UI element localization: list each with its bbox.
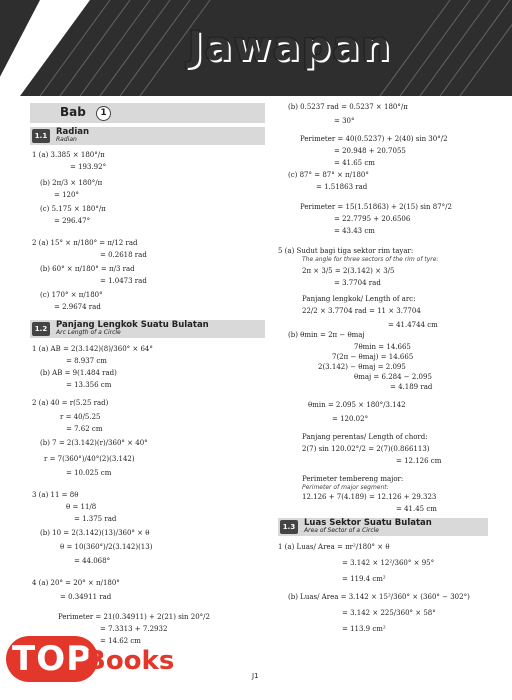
answer-line: θ = 10(360°)/2(3.142)(13) (60, 543, 153, 551)
answer-line: 1 (a) Luas/ Area = πr²/180° × θ (278, 543, 390, 551)
answer-line: 5 (a) Sudut bagi tiga sektor rim tayar: (278, 247, 414, 255)
section-title: Radian (56, 127, 90, 137)
chapter-header (30, 103, 265, 123)
answer-line: 2π × 3/5 = 2(3.142) × 3/5 (302, 267, 395, 275)
answer-line: (b) AB = 9(1.484 rad) (40, 369, 117, 377)
answer-line: = 10.025 cm (66, 469, 112, 477)
answer-line: = 8.937 cm (66, 357, 107, 365)
answer-line: r = 7(360°)/40°(2)(3.142) (44, 455, 135, 463)
answer-line: = 22.7795 + 20.6506 (334, 215, 411, 223)
page-title: Jawapan (188, 24, 392, 70)
answer-line: = 13.356 cm (66, 381, 112, 389)
answer-line: 1 (a) 3.385 × 180°/π (32, 151, 105, 159)
answer-line: 7(2π − θmaj) = 14.665 (332, 353, 414, 361)
answer-line: = 43.43 cm (334, 227, 375, 235)
answer-line: = 120.02° (332, 415, 369, 423)
answer-line: 2(3.142) − θmaj = 2.095 (318, 363, 406, 371)
answer-line: (b) 10 = 2(3.142)(13)/360° × θ (40, 529, 150, 537)
answer-line: = 14.62 cm (100, 637, 141, 645)
answer-line: = 3.142 × 12²/360° × 95° (342, 559, 435, 567)
section-subtitle: Radian (56, 136, 77, 143)
answer-line: = 44.068° (74, 557, 111, 565)
answer-line: = 0.34911 rad (60, 593, 112, 601)
answer-line: r = 40/5.25 (60, 413, 101, 421)
answer-line: 12.126 + 7(4.189) = 12.126 + 29.323 (302, 493, 437, 501)
answer-line: 2 (a) 15° × π/180° = π/12 rad (32, 239, 138, 247)
section-badge: 1.2 (32, 322, 50, 336)
section-badge: 1.1 (32, 129, 50, 143)
answer-line: = 1.51863 rad (316, 183, 368, 191)
section-subtitle: Area of Sector of a Circle (304, 527, 379, 534)
logo-top-text: TOP (6, 636, 98, 682)
answer-line: (b) 2π/3 × 180°/π (40, 179, 103, 187)
answer-line: (b) 60° × π/180° = π/3 rad (40, 265, 135, 273)
answer-line: = 193.92° (70, 163, 107, 171)
answer-line: = 120° (54, 191, 79, 199)
answer-line: = 41.45 cm (396, 505, 437, 513)
answer-line: = 4.189 rad (390, 383, 433, 391)
answer-line: θ = 11/8 (66, 503, 97, 511)
answer-line: Perimeter tembereng major: (302, 475, 404, 483)
chapter-number: 1 (96, 106, 111, 121)
answer-line: = 113.9 cm² (342, 625, 386, 633)
answer-line: = 3.7704 rad (334, 279, 381, 287)
answer-line: 2(7) sin 120.02°/2 = 2(7)(0.866113) (302, 445, 430, 453)
answer-line: (c) 87° = 87° × π/180° (288, 171, 369, 179)
chapter-label: Bab (60, 105, 86, 119)
answer-line: (b) 0.5237 rad = 0.5237 × 180°/π (288, 103, 408, 111)
page-number: J1 (252, 672, 259, 680)
left-column (30, 100, 265, 660)
answer-line: 22/2 × 3.7704 rad = 11 × 3.7704 (302, 307, 421, 315)
section-header-1-1 (30, 127, 265, 145)
answer-line: Perimeter = 15(1.51863) + 2(15) sin 87°/2 (300, 203, 452, 211)
answer-line: = 2.9674 rad (54, 303, 101, 311)
answer-line: 7θmin = 14.665 (354, 343, 411, 351)
answer-line-english: The angle for three sectors of the rim of tyre: (302, 256, 439, 263)
answer-line: (b) 7 = 2(3.142)(r)/360° × 40° (40, 439, 148, 447)
answer-line: (b) Luas/ Area = 3.142 × 15²/360° × (360° − 302°) (288, 593, 470, 601)
section-title: Luas Sektor Suatu Bulatan (304, 518, 432, 528)
section-title: Panjang Lengkok Suatu Bulatan (56, 320, 209, 330)
answer-line: = 7.3313 + 7.2932 (100, 625, 168, 633)
answer-line: Perimeter = 21(0.34911) + 2(21) sin 20°/2 (58, 613, 210, 621)
answer-line: (b) θmin = 2π − θmaj (288, 331, 365, 339)
answer-line: 4 (a) 20° = 20° × π/180° (32, 579, 120, 587)
answer-line: = 0.2618 rad (100, 251, 147, 259)
answer-line: (c) 5.175 × 180°/π (40, 205, 106, 213)
topbooks-logo (0, 632, 190, 692)
answer-line: 3 (a) 11 = 8θ (32, 491, 79, 499)
answer-line: θmaj = 6.284 − 2.095 (354, 373, 432, 381)
section-header-1-3 (278, 518, 488, 536)
answer-line: = 296.47° (54, 217, 91, 225)
answer-line: Panjang perentas/ Length of chord: (302, 433, 428, 441)
answer-line: = 1.0473 rad (100, 277, 147, 285)
answer-line: = 7.62 cm (66, 425, 103, 433)
right-column (278, 100, 488, 660)
answer-line: = 41.4744 cm (388, 321, 438, 329)
answer-line: = 3.142 × 225/360° × 58° (342, 609, 436, 617)
answer-line: 2 (a) 40 = r(5.25 rad) (32, 399, 109, 407)
answer-line: 1 (a) AB = 2(3.142)(8)/360° × 64° (32, 345, 153, 353)
logo-books-text: Books (86, 646, 175, 676)
header-banner (0, 0, 512, 96)
answer-line: = 1.375 rad (74, 515, 117, 523)
answer-line: (c) 170° × π/180° (40, 291, 103, 299)
answer-line: Panjang lengkok/ Length of arc: (302, 295, 416, 303)
answer-line: Perimeter = 40(0.5237) + 2(40) sin 30°/2 (300, 135, 448, 143)
answer-line-english: Perimeter of major segment: (302, 484, 389, 491)
answer-line: = 30° (334, 117, 355, 125)
answer-line: = 41.65 cm (334, 159, 375, 167)
section-badge: 1.3 (280, 520, 298, 534)
section-subtitle: Arc Length of a Circle (56, 329, 121, 336)
answer-line: θmin = 2.095 × 180°/3.142 (308, 401, 406, 409)
answer-line: = 20.948 + 20.7055 (334, 147, 406, 155)
answer-line: = 12.126 cm (396, 457, 442, 465)
section-header-1-2 (30, 320, 265, 338)
answer-line: = 119.4 cm² (342, 575, 386, 583)
